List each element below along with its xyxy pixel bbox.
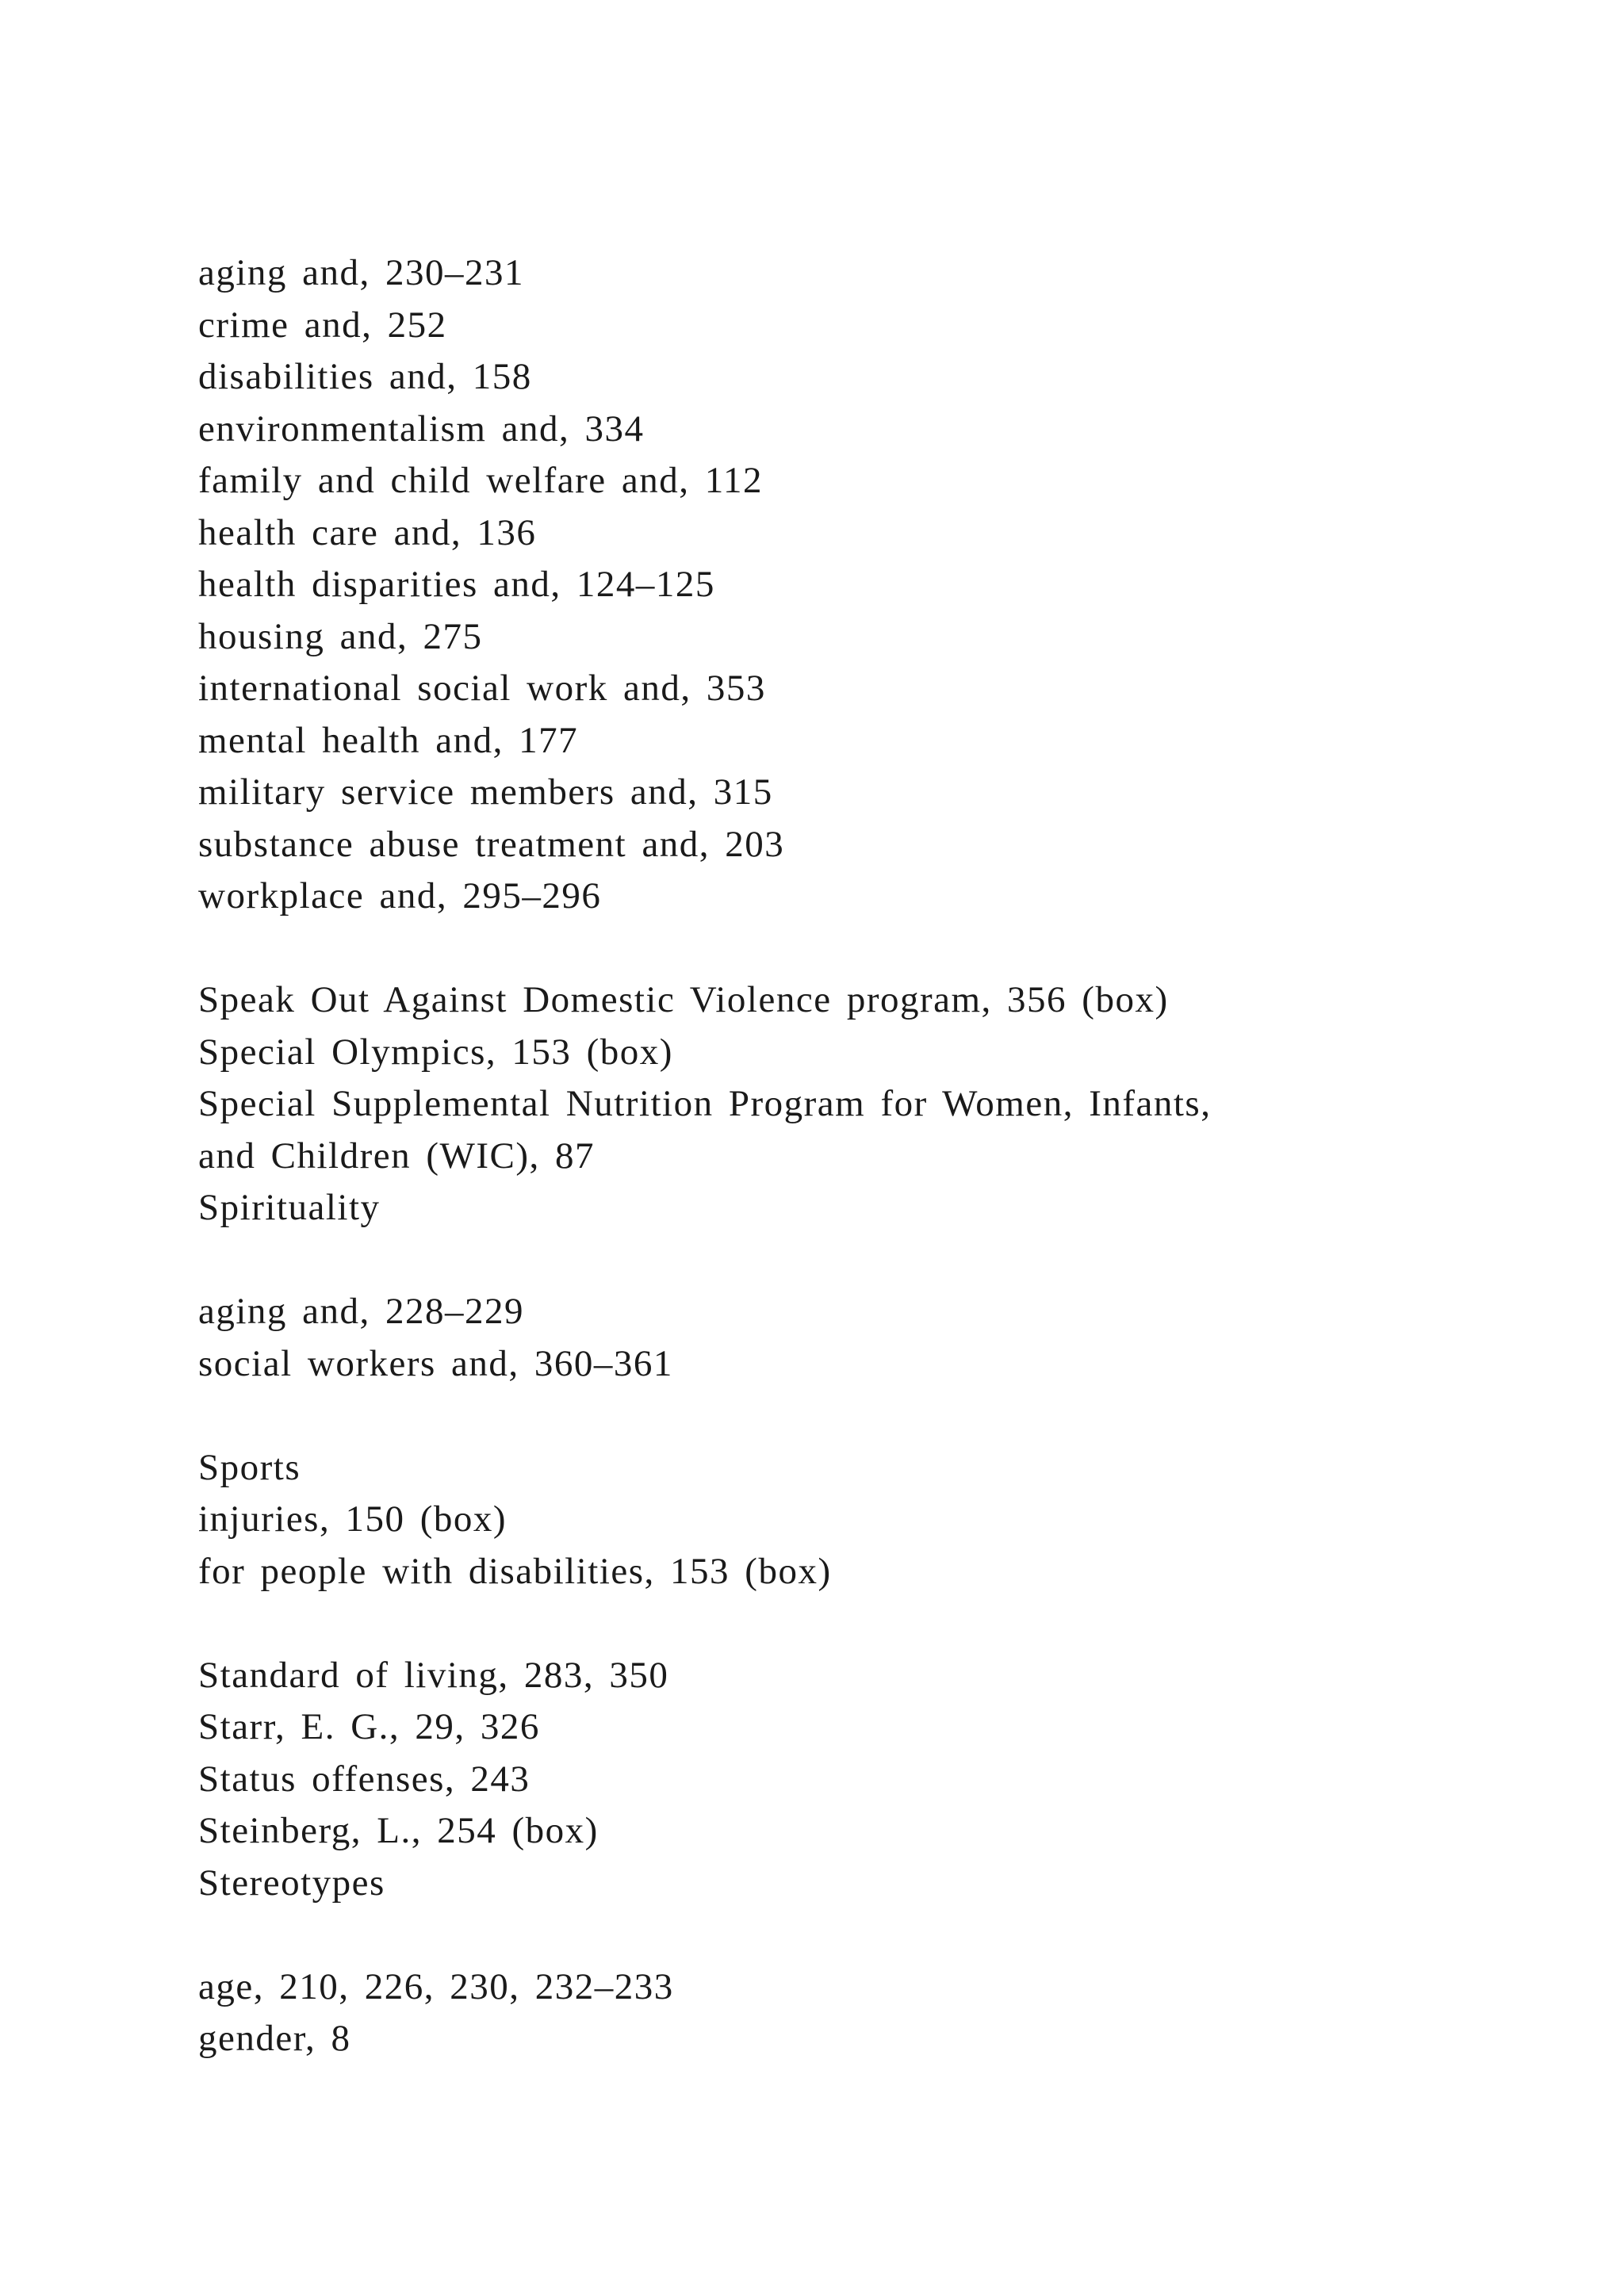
index-line: Speak Out Against Domestic Violence program, 356 (box) (198, 979, 1169, 1020)
index-line: age, 210, 226, 230, 232–233 (198, 1965, 674, 2007)
index-line: and Children (WIC), 87 (198, 1135, 596, 1177)
index-line: aging and, 228–229 (198, 1291, 525, 1332)
index-line: family and child welfare and, 112 (198, 460, 764, 501)
index-line: Special Supplemental Nutrition Program for Women, Infants, (198, 1083, 1212, 1124)
blank-line (198, 1909, 1562, 1961)
index-line: Status offenses, 243 (198, 1758, 530, 1800)
index-line: Special Olympics, 153 (box) (198, 1031, 673, 1073)
index-line: mental health and, 177 (198, 719, 579, 761)
index-line: environmentalism and, 334 (198, 408, 645, 450)
index-line: substance abuse treatment and, 203 (198, 823, 785, 865)
index-line: Stereotypes (198, 1862, 385, 1904)
index-line: Spirituality (198, 1187, 381, 1228)
index-line: injuries, 150 (box) (198, 1498, 508, 1540)
blank-line (198, 1390, 1562, 1442)
index-line: military service members and, 315 (198, 771, 773, 813)
index-line: Sports (198, 1446, 301, 1488)
index-line: international social work and, 353 (198, 668, 766, 709)
index-line: for people with disabilities, 153 (box) (198, 1550, 832, 1592)
blank-line (198, 1598, 1562, 1650)
index-text-block (198, 247, 1562, 2065)
blank-line (198, 923, 1562, 975)
index-line: workplace and, 295–296 (198, 875, 602, 916)
blank-line (198, 1234, 1562, 1287)
index-line: aging and, 230–231 (198, 252, 525, 293)
index-line: housing and, 275 (198, 615, 483, 657)
index-line: Steinberg, L., 254 (box) (198, 1810, 599, 1851)
index-line: gender, 8 (198, 2018, 351, 2059)
index-line: Starr, E. G., 29, 326 (198, 1706, 540, 1747)
index-line: health care and, 136 (198, 511, 537, 553)
index-line: disabilities and, 158 (198, 356, 532, 397)
index-line: Standard of living, 283, 350 (198, 1654, 669, 1696)
index-line: crime and, 252 (198, 304, 447, 346)
index-line: health disparities and, 124–125 (198, 564, 715, 605)
index-line: social workers and, 360–361 (198, 1342, 673, 1384)
